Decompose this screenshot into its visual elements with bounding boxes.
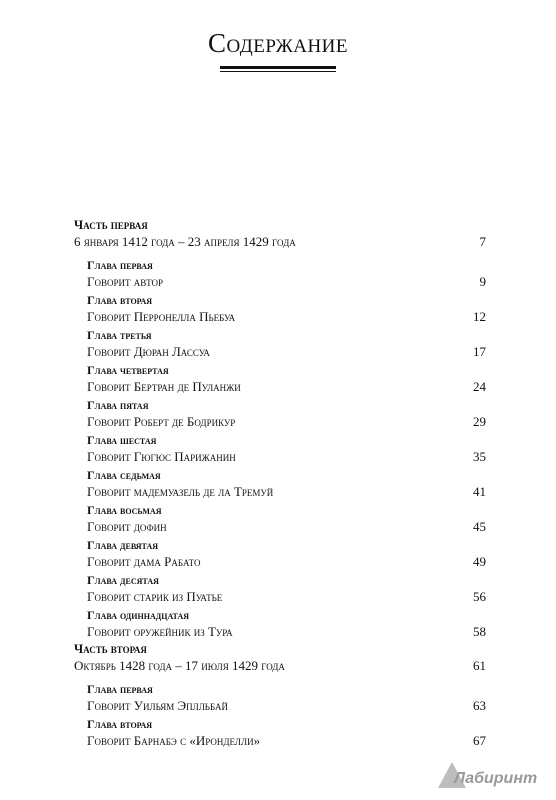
chapter-label: Глава первая (87, 682, 153, 696)
page-number: 45 (473, 519, 486, 534)
chapter-line (87, 588, 486, 605)
toc-entry[interactable] (74, 682, 486, 714)
chapter-label: Глава шестая (87, 433, 157, 447)
chapter-line (87, 378, 486, 395)
page-number: 58 (473, 624, 486, 639)
chapter-title: Говорит дофин (87, 519, 167, 534)
chapter-label: Глава четвертая (87, 363, 169, 377)
page-number: 63 (473, 698, 486, 713)
page-number: 29 (473, 414, 486, 429)
page-number: 49 (473, 554, 486, 569)
page-number: 24 (473, 379, 486, 394)
table-of-contents (74, 218, 486, 749)
chapter-label: Глава восьмая (87, 503, 162, 517)
chapter-line (87, 308, 486, 325)
page-title: Содержание (207, 28, 349, 58)
chapter-label: Глава одиннадцатая (87, 608, 190, 622)
page-number: 56 (473, 589, 486, 604)
page-number: 41 (473, 484, 486, 499)
toc-entry[interactable] (74, 538, 486, 570)
chapter-title: Говорит Гюгюс Парижанин (87, 449, 236, 464)
chapter-line (87, 343, 486, 360)
chapter-title: Говорит мадемуазель де ла Тремуй (87, 484, 274, 499)
page-number: 61 (473, 658, 486, 673)
chapter-line (87, 413, 486, 430)
chapter-label: Глава первая (87, 258, 153, 272)
logo-text: Лабиринт (454, 770, 538, 787)
chapter-title: Говорит Роберт де Бодрикур (87, 414, 236, 429)
page-number: 67 (473, 733, 486, 748)
chapter-label: Глава вторая (87, 293, 153, 307)
part-dates-line[interactable] (74, 233, 486, 250)
chapter-line (87, 623, 486, 640)
chapter-line (87, 518, 486, 535)
toc-entry[interactable] (74, 363, 486, 395)
chapter-line (87, 483, 486, 500)
chapter-label: Глава десятая (87, 573, 159, 587)
chapter-title: Говорит Перронелла Пьебуа (87, 309, 236, 324)
chapter-label: Глава девятая (87, 538, 159, 552)
chapter-title: Говорит старик из Пуатье (87, 589, 223, 604)
labirint-logo (434, 760, 544, 794)
chapter-title: Говорит дама Рабато (87, 554, 201, 569)
toc-entry[interactable] (74, 293, 486, 325)
toc-entry[interactable] (74, 573, 486, 605)
part-dates: 6 января 1412 года – 23 апреля 1429 года (74, 234, 296, 249)
chapter-line (87, 448, 486, 465)
chapter-title: Говорит автор (87, 274, 164, 289)
chapter-label: Глава пятая (87, 398, 149, 412)
toc-entry[interactable] (74, 258, 486, 290)
toc-entry[interactable] (74, 608, 486, 640)
toc-entry[interactable] (74, 398, 486, 430)
chapter-title: Говорит оружейник из Тура (87, 624, 233, 639)
chapter-title: Говорит Дюран Лассуа (87, 344, 210, 359)
toc-entry[interactable] (74, 328, 486, 360)
page-number: 35 (473, 449, 486, 464)
part-dates-line[interactable] (74, 657, 486, 674)
page-number: 12 (473, 309, 486, 324)
chapter-line (87, 732, 486, 749)
toc-part-2 (74, 642, 486, 749)
chapter-label: Глава вторая (87, 717, 153, 731)
page-number: 17 (473, 344, 486, 359)
chapter-title: Говорит Барнабэ с «Иронделли» (87, 733, 261, 748)
toc-entry[interactable] (74, 717, 486, 749)
part-dates: Октябрь 1428 года – 17 июля 1429 года (74, 658, 285, 673)
chapter-label: Глава третья (87, 328, 152, 342)
chapter-line (87, 553, 486, 570)
toc-part-1 (74, 218, 486, 640)
title-rule-thin (220, 71, 336, 72)
chapter-title: Говорит Уильям Эплльбай (87, 698, 229, 713)
part-label: Часть первая (74, 218, 148, 232)
page-number: 9 (479, 274, 486, 289)
title-rule-thick (220, 66, 336, 69)
chapter-line (87, 273, 486, 290)
toc-entry[interactable] (74, 468, 486, 500)
chapter-label: Глава седьмая (87, 468, 161, 482)
page-number: 7 (479, 234, 486, 249)
chapter-title: Говорит Бертран де Пуланжи (87, 379, 241, 394)
chapter-line (87, 697, 486, 714)
toc-entry[interactable] (74, 503, 486, 535)
part-label: Часть вторая (74, 642, 147, 656)
toc-entry[interactable] (74, 433, 486, 465)
